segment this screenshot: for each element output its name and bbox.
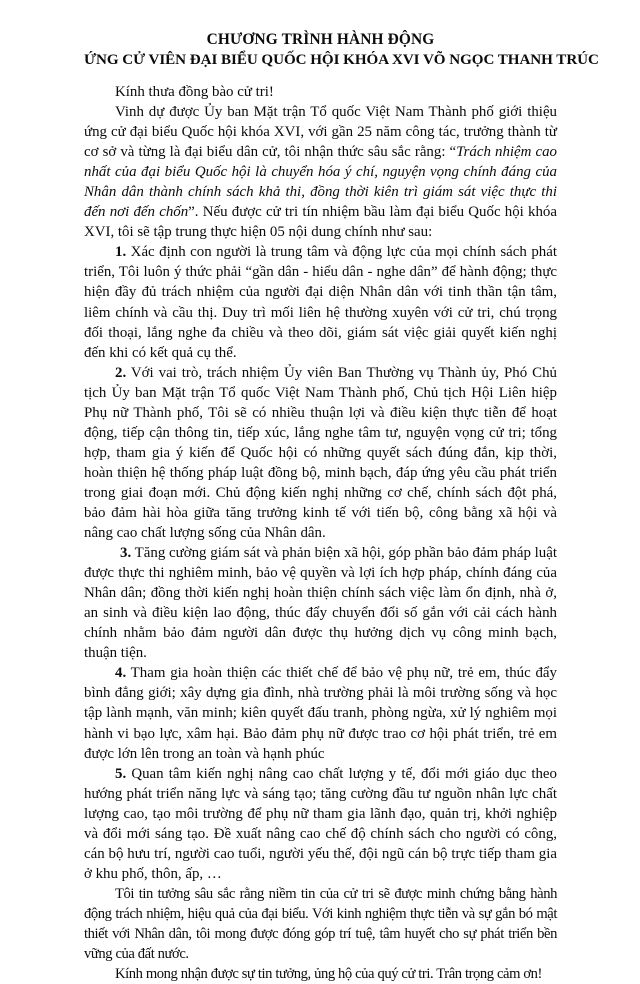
commitment-item-3 — [84, 543, 557, 663]
commitment-item-4 — [84, 663, 557, 763]
commitment-item-5 — [84, 764, 557, 884]
intro-paragraph — [84, 102, 557, 242]
commitment-item-2 — [84, 363, 557, 543]
item-number: 4. — [115, 665, 127, 682]
document-title — [84, 30, 599, 70]
greeting-paragraph: Kính thưa đồng bào cử tri! — [115, 84, 274, 100]
closing-paragraph-trust: Tôi tin tưởng sâu sắc rằng niềm tin của cử tri sẽ được minh chứng bằng hành động trách nhiệm, hiệu quả của đại biểu. Với kinh nghiệm thực tiễn và sự gắn bó mật thiết với Nhân dân, tôi mong được đóng góp trí tuệ, tâm huyết cho sự phát triển bền vững của đất nước. — [84, 885, 557, 963]
intro-quote: Trách nhiệm cao nhất của đại biểu Quốc hội là chuyển hóa ý chí, nguyện vọng chính đáng của Nhân dân thành chính sách khả thi, đồng thời kiên trì giám sát việc thực thi đến nơi đến chốn — [84, 144, 558, 221]
item-number: 2. — [115, 364, 127, 381]
item-text: Với vai trò, trách nhiệm Ủy viên Ban Thường vụ Thành ủy, Phó Chủ tịch Ủy ban Mặt trận Tổ quốc Việt Nam Thành phố, Chủ tịch Hội Liên hiệp Phụ nữ Thành phố, Tôi sẽ có nhiều thuận lợi và điều kiện thực tiễn để hoạt động, tiếp cận thông tin, tiếp xúc, lắng nghe tâm tư, nguyện vọng cử tri; tổng hợp, tham gia ý kiến để Quốc hội có những quyết sách đúng đắn, kịp thời, hoàn thiện hệ thống pháp luật đồng bộ, minh bạch, đáp ứng yêu cầu phát triển trong giai đoạn mới. Chủ động kiến nghị những cơ chế, chính sách đột phá, bảo đảm hài hòa giữa tăng trưởng kinh tế với tiến bộ, công bằng xã hội và nâng cao chất lượng sống của Nhân dân. — [84, 364, 557, 542]
item-text: Tăng cường giám sát và phản biện xã hội, góp phần bảo đảm pháp luật được thực thi nghiêm minh, bảo vệ quyền và lợi ích hợp pháp, chính đáng của Nhân dân; đồng thời kiến nghị hoàn thiện chính sách việc làm ổn định, nhà ở, an sinh và điều kiện lao động, thúc đẩy chuyển đổi số gắn với cải cách hành chính nhằm bảo đảm người dân được thụ hưởng dịch vụ công minh bạch, thuận tiện. — [84, 545, 557, 662]
intro-after-quote: ”. Nếu được cử tri tín nhiệm bầu làm đại biểu Quốc hội khóa XVI, tôi sẽ tập trung thực hiện 05 nội dung chính như sau: — [84, 204, 557, 241]
commitment-item-1 — [84, 242, 557, 362]
title-line-candidate: ỨNG CỬ VIÊN ĐẠI BIỂU QUỐC HỘI KHÓA XVI VÕ NGỌC THANH TRÚC — [84, 52, 599, 68]
intro-before-quote: Vinh dự được Ủy ban Mặt trận Tổ quốc Việt Nam Thành phố giới thiệu ứng cử đại biểu Quốc hội khóa XVI, với gần 25 năm công tác, trưởng thành từ cơ sở và từng là đại biểu dân cử, tôi nhận thức sâu sắc rằng: “ — [84, 104, 557, 161]
item-number: 1. — [115, 244, 127, 261]
item-text: Tham gia hoàn thiện các thiết chế để bảo vệ phụ nữ, trẻ em, thúc đẩy bình đẳng giới; xây dựng gia đình, nhà trường phải là môi trường sống và học tập lành mạnh, văn minh; kiên quyết đấu tranh, phòng ngừa, xử lý nghiêm mọi hành vi bạo lực, xâm hại. Bảo đảm phụ nữ được trao cơ hội phát triển, trẻ em được lớn lên trong an toàn và hạnh phúc — [84, 665, 557, 762]
document-body — [84, 30, 599, 984]
item-number: 5. — [115, 765, 127, 782]
title-line-program: CHƯƠNG TRÌNH HÀNH ĐỘNG — [206, 31, 435, 48]
item-text: Xác định con người là trung tâm và động lực của mọi chính sách phát triển, Tôi luôn ý thức phải “gần dân - hiểu dân - nghe dân” để hành động; thực hiện đầy đủ trách nhiệm của người đại diện Nhân dân với tinh thần tận tâm, liêm chính và cầu thị. Duy trì mối liên hệ thường xuyên với cử tri, chú trọng đối thoại, lắng nghe đa chiều và theo dõi, giám sát việc giải quyết kiến nghị đến khi có kết quả cụ thể. — [84, 244, 557, 361]
item-text: Quan tâm kiến nghị nâng cao chất lượng y tế, đổi mới giáo dục theo hướng phát triển năng lực và sáng tạo; tăng cường đầu tư nguồn nhân lực chất lượng cao, tạo môi trường để phụ nữ tham gia lãnh đạo, quản trị, khởi nghiệp và đổi mới sáng tạo. Đề xuất nâng cao chế độ chính sách cho người có công, cán bộ hưu trí, người cao tuổi, người yếu thế, đội ngũ cán bộ trực tiếp tham gia ở khu phố, thôn, ấp, … — [84, 765, 557, 882]
closing-paragraph-thanks: Kính mong nhận được sự tin tưởng, ủng hộ của quý cử tri. Trân trọng cảm ơn! — [115, 966, 542, 983]
item-number: 3. — [120, 545, 132, 562]
